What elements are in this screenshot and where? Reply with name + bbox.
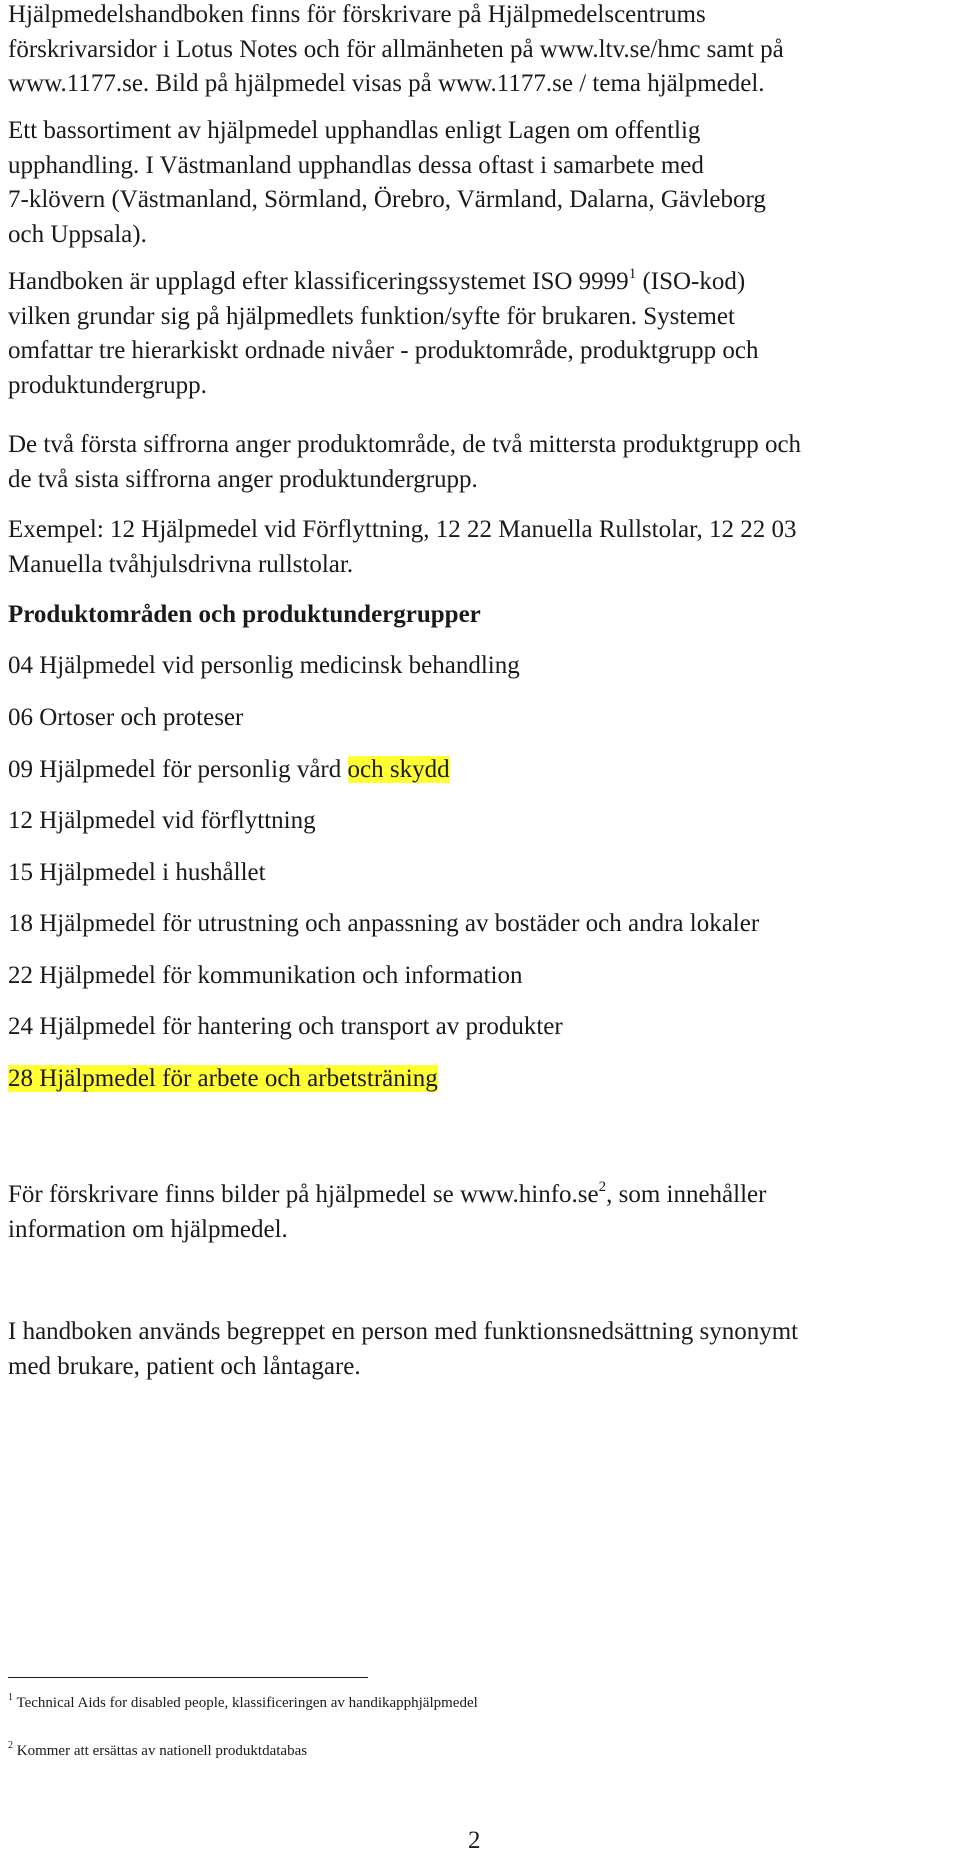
terms-paragraph xyxy=(8,1315,798,1384)
text-line: Exempel: 12 Hjälpmedel vid Förflyttning, 12 22 Manuella Rullstolar, 12 22 03 xyxy=(8,516,797,543)
footnote-separator xyxy=(8,1677,368,1678)
text-line: vilken grundar sig på hjälpmedlets funktion/syfte för brukaren. Systemet xyxy=(8,302,735,330)
area-item xyxy=(8,804,316,839)
area-item xyxy=(8,649,520,684)
area-item xyxy=(8,1062,438,1097)
text-fragment: För förskrivare finns bilder på hjälpmedel se www.hinfo.se xyxy=(8,1181,599,1208)
area-text: 18 Hjälpmedel för utrustning och anpassning av bostäder och andra lokaler xyxy=(8,910,760,937)
iso-paragraph xyxy=(8,265,758,403)
text-line: förskrivarsidor i Lotus Notes och för allmänheten på www.ltv.se/hmc samt på xyxy=(8,35,784,63)
text-line: Manuella tvåhjulsdrivna rullstolar. xyxy=(8,550,354,578)
text-line: produktundergrupp. xyxy=(8,371,207,399)
footnote-text: Technical Aids for disabled people, klassificeringen av handikapphjälpmedel xyxy=(16,1695,478,1711)
footnote-ref: 1 xyxy=(628,266,637,282)
heading-text: Produktområden och produktundergrupper xyxy=(8,601,481,628)
intro-paragraph xyxy=(8,0,784,102)
area-item xyxy=(8,701,243,736)
text-line xyxy=(8,265,758,300)
text-fragment: , som innehåller xyxy=(606,1181,767,1208)
text-line xyxy=(8,1178,766,1213)
text-line: upphandling. I Västmanland upphandlas dessa oftast i samarbete med xyxy=(8,151,704,179)
text-fragment: (ISO-kod) xyxy=(636,268,746,295)
footnote xyxy=(8,1741,307,1761)
footnote-number: 1 xyxy=(8,1692,13,1703)
section-heading xyxy=(8,598,481,633)
footnote xyxy=(8,1693,478,1713)
footnote-text: Kommer att ersättas av nationell produktdatabas xyxy=(16,1743,308,1759)
area-item xyxy=(8,907,759,942)
text-line: de två sista siffrorna anger produktundergrupp. xyxy=(8,465,478,493)
area-item xyxy=(8,1010,563,1045)
area-text: 15 Hjälpmedel i hushållet xyxy=(8,859,266,886)
example-paragraph xyxy=(8,513,796,582)
text-line: Hjälpmedelshandboken finns för förskrivare på Hjälpmedelscentrums xyxy=(8,1,706,28)
text-fragment: Handboken är upplagd efter klassificeringssystemet ISO 9999 xyxy=(8,268,629,295)
area-item xyxy=(8,856,266,891)
highlighted-text: 28 Hjälpmedel för arbete och arbetsträning xyxy=(8,1065,438,1092)
area-text: 22 Hjälpmedel för kommunikation och information xyxy=(8,962,523,989)
area-text xyxy=(8,1062,438,1097)
area-text: 12 Hjälpmedel vid förflyttning xyxy=(8,807,316,834)
digits-paragraph xyxy=(8,428,801,497)
text-fragment: 09 Hjälpmedel för personlig vård xyxy=(8,756,348,783)
text-line: och Uppsala). xyxy=(8,220,147,248)
area-text xyxy=(8,753,450,788)
area-item xyxy=(8,753,450,788)
text-line: Ett bassortiment av hjälpmedel upphandlas enligt Lagen om offentlig xyxy=(8,117,701,144)
text-line: med brukare, patient och låntagare. xyxy=(8,1352,361,1380)
footnote-number: 2 xyxy=(8,1740,13,1751)
text-line: information om hjälpmedel. xyxy=(8,1215,288,1243)
area-text: 04 Hjälpmedel vid personlig medicinsk behandling xyxy=(8,652,520,679)
text-line: www.1177.se. Bild på hjälpmedel visas på www.1177.se / tema hjälpmedel. xyxy=(8,70,765,97)
procurement-paragraph xyxy=(8,114,766,252)
text-line: I handboken används begreppet en person med funktionsnedsättning synonymt xyxy=(8,1318,799,1345)
highlighted-text: och skydd xyxy=(347,756,450,783)
area-item xyxy=(8,959,522,994)
page-number: 2 xyxy=(468,1827,481,1854)
hinfo-paragraph xyxy=(8,1178,766,1247)
text-line: 7-klövern (Västmanland, Sörmland, Örebro, Värmland, Dalarna, Gävleborg xyxy=(8,186,766,213)
footnote-ref: 2 xyxy=(598,1179,607,1195)
text-line: De två första siffrorna anger produktområde, de två mittersta produktgrupp och xyxy=(8,431,802,458)
area-text: 24 Hjälpmedel för hantering och transport av produkter xyxy=(8,1013,563,1040)
area-text: 06 Ortoser och proteser xyxy=(8,704,244,731)
text-line: omfattar tre hierarkiskt ordnade nivåer - produktområde, produktgrupp och xyxy=(8,337,759,364)
